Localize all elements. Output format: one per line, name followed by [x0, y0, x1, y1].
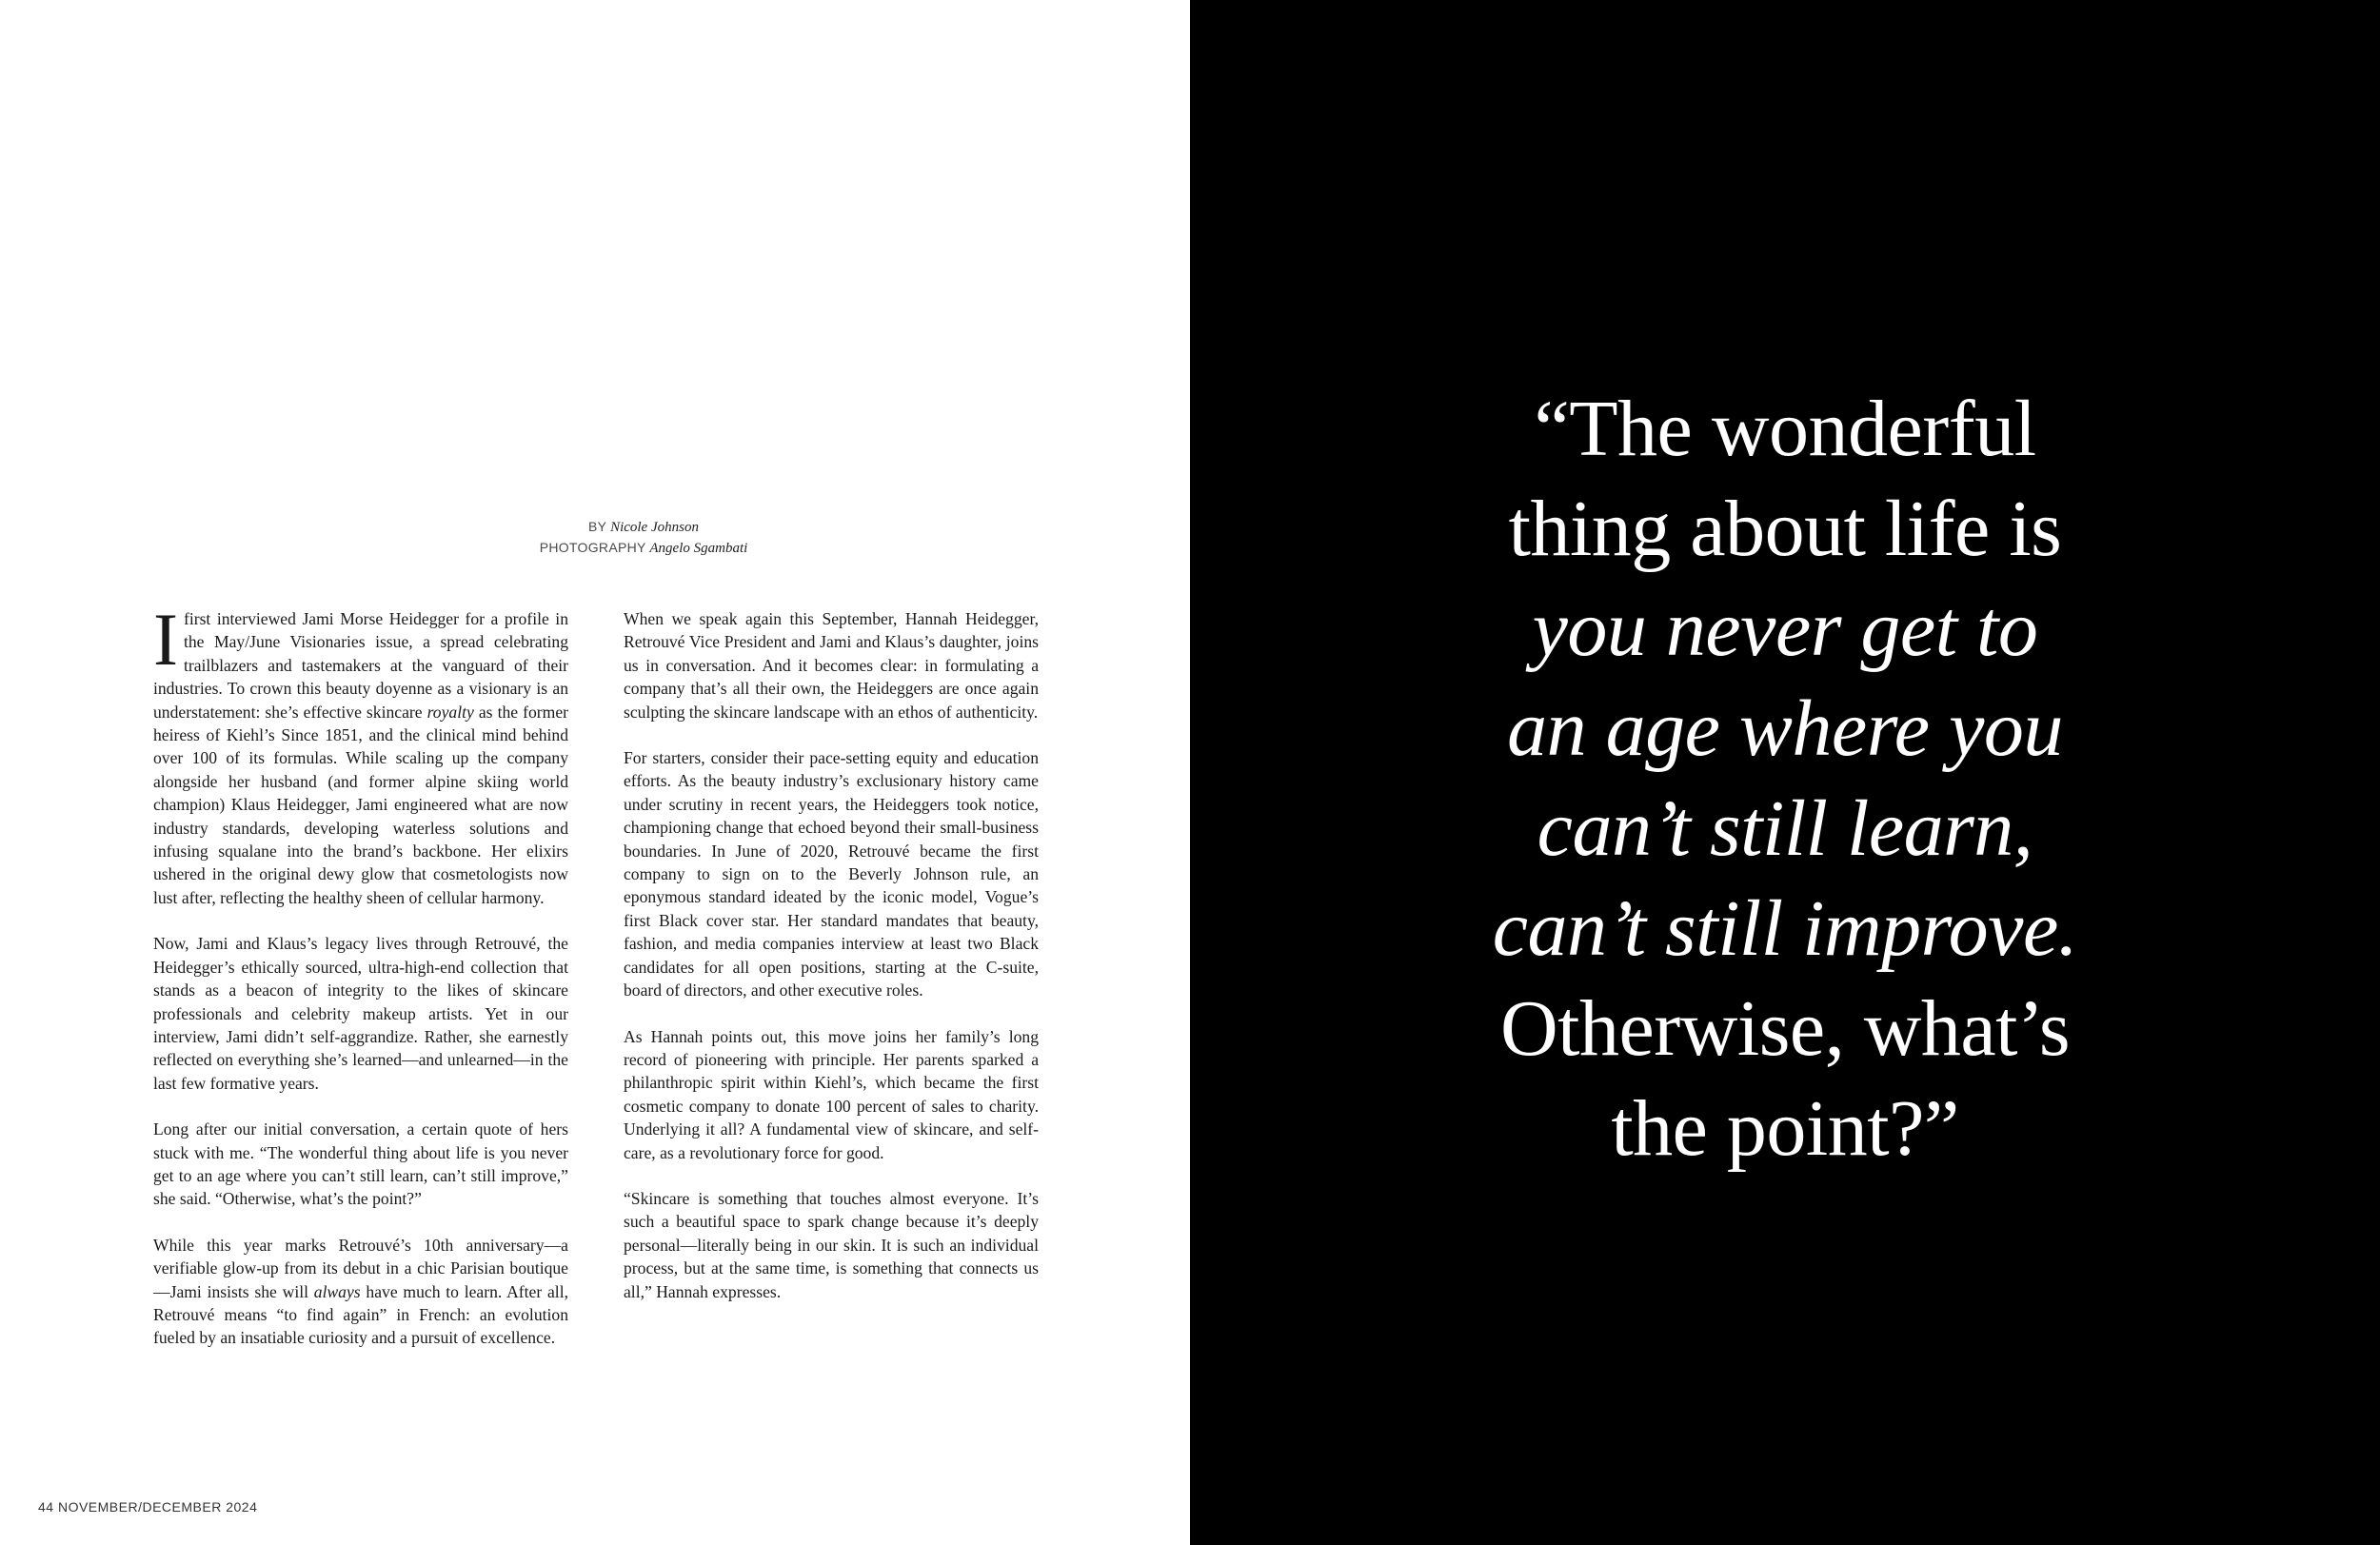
paragraph-text: have much to learn. After all, Retrouvé means “to find again” in French: an evolution fueled by an insatiable curiosity and a pursuit of excellence.	[153, 1281, 568, 1348]
pull-quote-line: thing about life is	[1508, 485, 2062, 573]
article-paragraph: As Hannah points out, this move joins her family’s long record of pioneering with principle. Her parents sparked a philanthropic spirit within Kiehl’s, which became the first cosmetic company to donate 100 percent of sales to charity. Underlying it all? A fundamental view of skincare, and self-care, as a revolutionary force for good.	[624, 1026, 1039, 1162]
article-paragraph	[153, 1234, 568, 1350]
photography-label: PHOTOGRAPHY	[539, 540, 646, 555]
pull-quote-line: “The wonderful	[1534, 385, 2036, 473]
author-credit	[400, 517, 887, 538]
emphasis-text: royalty	[426, 702, 474, 722]
byline	[400, 517, 887, 559]
pull-quote-line: can’t still learn,	[1537, 784, 2033, 873]
pull-quote	[1190, 379, 2380, 1179]
emphasis-text: always	[313, 1281, 361, 1301]
pull-quote-line: Otherwise, what’s	[1499, 984, 2071, 1073]
article-paragraph: For starters, consider their pace-setting equity and education efforts. As the beauty industry’s exclusionary history came under scrutiny in recent years, the Heideggers took notice, championing change that echoed beyond their small-business boundaries. In June of 2020, Retrouvé became the first company to sign on to the Beverly Johnson rule, an eponymous standard ideated by the iconic model, Vogue’s first Black cover star. Her standard mandates that beauty, fashion, and media companies interview at least two Black candidates for all open positions, starting at the C-suite, board of directors, and other executive roles.	[624, 748, 1039, 1000]
drop-cap: I	[153, 598, 178, 681]
paragraph-text: first interviewed Jami Morse Heidegger for a profile in the May/June Visionaries issue, a spread celebrating trailblazers and tastemakers at the vanguard of their industries. To crown this beauty doyenne as a visionary is an understatement: she’s effective skincare	[153, 609, 568, 722]
by-label: BY	[588, 519, 607, 534]
pull-quote-line: you never get to	[1532, 584, 2038, 673]
photographer-name: Angelo Sgambati	[649, 541, 748, 556]
article-paragraph	[153, 598, 568, 909]
page-folio: 44 NOVEMBER/DECEMBER 2024	[38, 1499, 258, 1515]
paragraph-text: as the former heiress of Kiehl’s Since 1851, and the clinical mind behind over 100 of its formulas. While scaling up the company alongside her husband (and former alpine skiing world champion) Klaus Heidegger, Jami engineered what are now industry standards, developing waterless solutions and infusing squalane into the brand’s backbone. Her elixirs ushered in the original dewy glow that cosmetologists now lust after, reflecting the healthy sheen of cellular harmony.	[153, 702, 568, 907]
paragraph-text: While this year marks Retrouvé’s 10th anniversary—a verifiable glow-up from its debut in a chic Parisian boutique—Jami insists she will	[153, 1235, 568, 1301]
article-paragraph: Now, Jami and Klaus’s legacy lives through Retrouvé, the Heidegger’s ethically sourced, ultra-high-end collection that stands as a beacon of integrity to the likes of skincare professionals and celebrity makeup artists. Yet in our interview, Jami didn’t self-aggrandize. Rather, she earnestly reflected on everything she’s learned—and unlearned—in the last few formative years.	[153, 934, 568, 1093]
pull-quote-line: can’t still improve.	[1492, 884, 2078, 973]
article-paragraph: When we speak again this September, Hannah Heidegger, Retrouvé Vice President and Jami and Klaus’s daughter, joins us in conversation. And it becomes clear: in formulating a company that’s all their own, the Heideggers are once again sculpting the skincare landscape with an ethos of authenticity.	[624, 609, 1039, 722]
article-paragraph: Long after our initial conversation, a certain quote of hers stuck with me. “The wonderful thing about life is you never get to an age where you can’t still learn, can’t still improve,” she said. “Otherwise, what’s the point?”	[153, 1119, 568, 1209]
author-name: Nicole Johnson	[610, 520, 699, 535]
pull-quote-line: an age where you	[1507, 684, 2063, 773]
photo-credit	[400, 538, 887, 559]
article-column-right	[624, 607, 1039, 1326]
article-paragraph: “Skincare is something that touches almost everyone. It’s such a beautiful space to spark change because it’s deeply personal—literally being in our skin. It is such an individual process, but at the same time, is something that connects us all,” Hannah expresses.	[624, 1188, 1039, 1301]
right-page	[1190, 0, 2380, 1545]
pull-quote-line: the point?”	[1611, 1084, 1959, 1173]
article-column-left	[153, 598, 568, 1373]
